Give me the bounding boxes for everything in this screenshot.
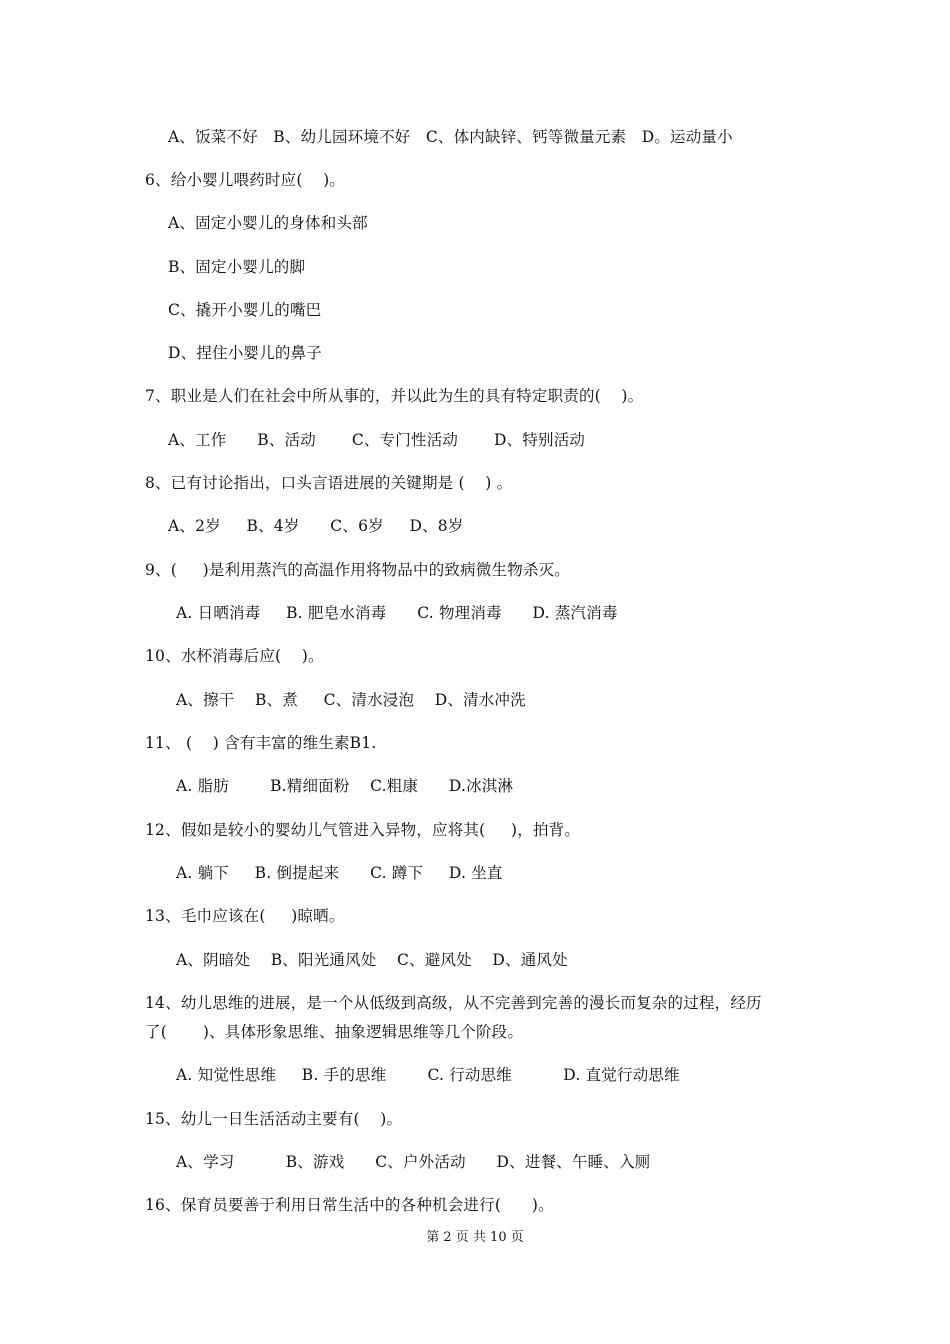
q7-text: 7、职业是人们在社会中所从事的，并以此为生的具有特定职责的( )。 <box>145 387 644 405</box>
q14-options: A. 知觉性思维 B. 手的思维 C. 行动思维 D. 直觉行动思维 <box>176 1066 680 1084</box>
page-footer: 第 2 页 共 10 页 <box>426 1230 524 1245</box>
q15-options: A、学习 B、游戏 C、户外活动 D、进餐、午睡、入厕 <box>176 1153 651 1171</box>
q6-option-c: C、撬开小婴儿的嘴巴 <box>168 301 322 319</box>
q13-options: A、阴暗处 B、阳光通风处 C、避风处 D、通风处 <box>176 951 568 969</box>
q12-options: A. 躺下 B. 倒提起来 C. 蹲下 D. 坐直 <box>176 864 503 882</box>
q6-text: 6、给小婴儿喂药时应( )。 <box>145 171 346 189</box>
q11-text: 11、 ( ) 含有丰富的维生素B1. <box>145 734 377 752</box>
q5-options: A、饭菜不好 B、幼儿园环境不好 C、体内缺锌、钙等微量元素 D。运动量小 <box>168 128 733 146</box>
q8-text: 8、已有讨论指出，口头言语进展的关键期是 ( ) 。 <box>145 474 513 492</box>
q10-text: 10、水杯消毒后应( )。 <box>145 647 324 665</box>
q12-text: 12、假如是较小的婴幼儿气管进入异物，应将其( )，拍背。 <box>145 821 581 839</box>
q9-text: 9、( )是利用蒸汽的高温作用将物品中的致病微生物杀灭。 <box>145 561 570 579</box>
q8-options: A、2岁 B、4岁 C、6岁 D、8岁 <box>168 517 464 535</box>
q10-options: A、擦干 B、煮 C、清水浸泡 D、清水冲洗 <box>176 691 526 709</box>
q9-options: A. 日晒消毒 B. 肥皂水消毒 C. 物理消毒 D. 蒸汽消毒 <box>176 604 618 622</box>
q14-text-line2: 了( )、具体形象思维、抽象逻辑思维等几个阶段。 <box>145 1023 524 1041</box>
q6-option-d: D、捏住小婴儿的鼻子 <box>168 344 322 362</box>
q13-text: 13、毛巾应该在( )晾晒。 <box>145 907 345 925</box>
q7-options: A、工作 B、活动 C、专门性活动 D、特别活动 <box>168 431 586 449</box>
q11-options: A. 脂肪 B.精细面粉 C.粗康 D.冰淇淋 <box>176 777 514 795</box>
q6-option-a: A、固定小婴儿的身体和头部 <box>168 214 368 232</box>
q14-text-line1: 14、幼儿思维的进展，是一个从低级到高级，从不完善到完善的漫长而复杂的过程，经历 <box>145 994 762 1012</box>
q15-text: 15、幼儿一日生活活动主要有( )。 <box>145 1110 403 1128</box>
q6-option-b: B、固定小婴儿的脚 <box>168 258 306 276</box>
q16-text: 16、保育员要善于利用日常生活中的各种机会进行( )。 <box>145 1196 554 1214</box>
